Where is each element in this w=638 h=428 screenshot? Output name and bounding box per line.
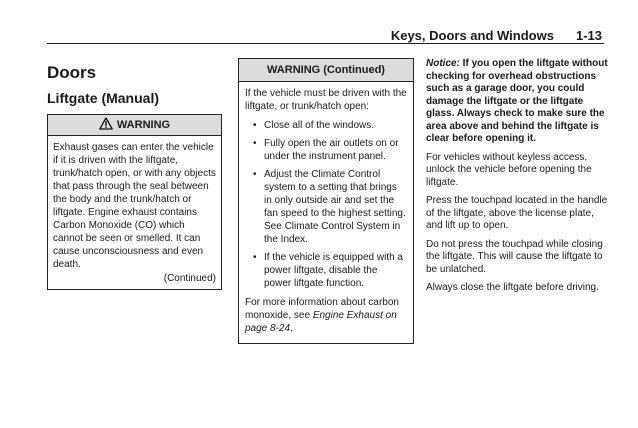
bullet-item: • Adjust the Climate Control system to a setting that brings in only outside air and set the fan speed to the highest setting. See Climate Control System in the Index. — [245, 168, 407, 246]
bullet-item: • If the vehicle is equipped with a power liftgate, disable the power liftgate function. — [245, 251, 407, 290]
body-paragraph: Do not press the touchpad while closing the liftgate. This will cause the liftgate to be unlatched. — [426, 238, 603, 275]
running-header — [391, 28, 602, 43]
more-info-end: . — [290, 323, 293, 334]
warning-heading — [48, 115, 221, 136]
header-rule — [47, 43, 604, 44]
warning-intro: If the vehicle must be driven with the liftgate, or trunk/hatch open: — [245, 88, 407, 112]
column-left — [47, 58, 222, 290]
header-section-title: Keys, Doors and Windows — [390, 28, 554, 43]
warning-continued-body — [239, 82, 413, 343]
warning-box — [47, 114, 222, 290]
bullet-item: • Fully open the air outlets on or under the instrument panel. — [245, 137, 407, 163]
warning-continued-heading: WARNING (Continued) — [239, 59, 413, 82]
more-info-text — [245, 296, 407, 335]
continued-label: (Continued) — [163, 273, 216, 284]
warning-continued-box — [238, 58, 414, 344]
warning-body — [48, 136, 221, 289]
subsection-title: Liftgate (Manual) — [47, 90, 159, 106]
column-right — [426, 58, 608, 301]
more-info-lead: For more information about carbon monoxide, see — [245, 297, 399, 321]
notice-label: Notice: — [426, 58, 460, 69]
body-paragraph: Press the touchpad located in the handle of the liftgate, above the license plate, and lift up to open. — [426, 195, 608, 231]
warning-heading-label: WARNING — [116, 119, 171, 131]
notice-paragraph — [426, 58, 608, 146]
cross-reference-link: Engine Exhaust on page 8-24 — [245, 310, 397, 334]
section-title: Doors — [47, 63, 97, 82]
body-paragraph: Always close the liftgate before driving. — [426, 282, 599, 293]
page-header — [0, 0, 638, 44]
warning-text: Exhaust gases can enter the vehicle if it is driven with the liftgate, trunk/hatch open, or with any objects that pass through the seal between the body and the trunk/hatch or liftgate. Engine exhaust contains Carbon Monoxide (CO) which cannot be seen or smelled. It can cause unconsciousness and even death. — [53, 142, 216, 270]
column-middle — [238, 58, 414, 344]
warning-bullet-list — [245, 119, 407, 290]
warning-triangle-icon — [99, 117, 113, 130]
bullet-item: • Close all of the windows. — [245, 119, 407, 132]
notice-text: If you open the liftgate without checking for overhead obstructions such as a garage door, you could damage the liftgate or the liftgate glass. Always check to make sure the area above and behind the liftgate is clear before opening it. — [426, 58, 608, 144]
page-number: 1-13 — [575, 28, 602, 43]
body-paragraph: For vehicles without keyless access, unlock the vehicle before opening the liftgate. — [426, 151, 592, 188]
